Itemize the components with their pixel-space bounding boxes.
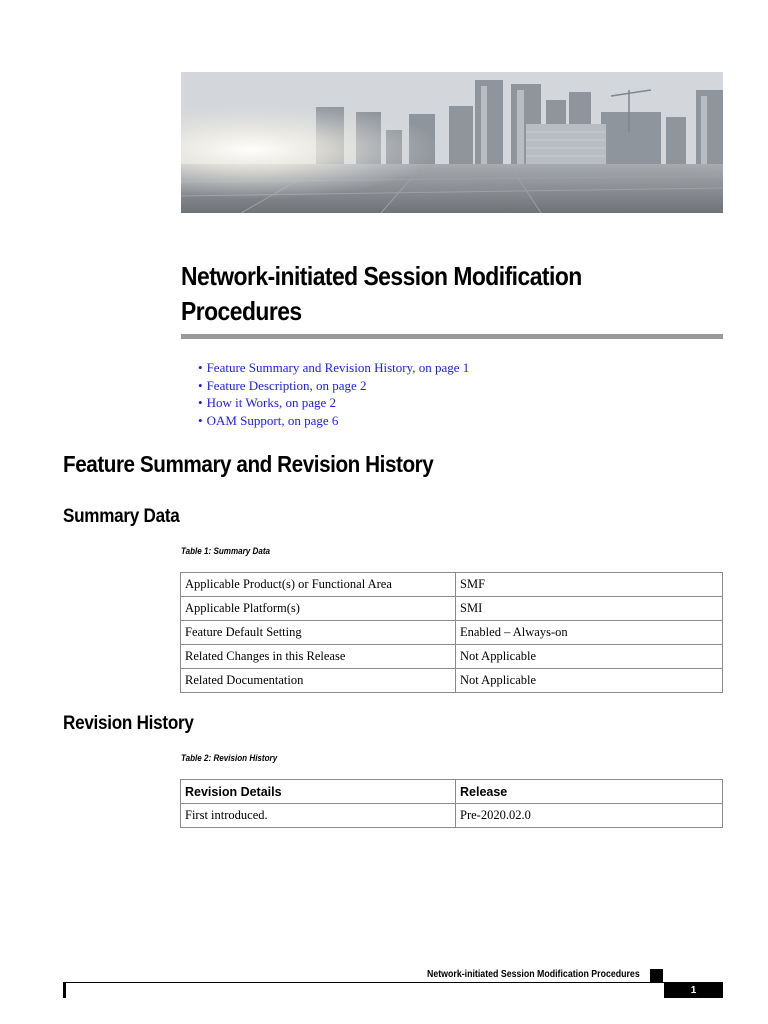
table-cell: Related Documentation	[181, 669, 456, 693]
footer-rule	[63, 982, 723, 983]
section-heading: Feature Summary and Revision History	[63, 451, 434, 477]
table-cell: SMF	[456, 573, 723, 597]
toc-bullet: •	[198, 395, 203, 411]
toc-link-oam-support[interactable]: OAM Support, on page 6	[206, 412, 339, 428]
table-cell: Applicable Product(s) or Functional Area	[181, 573, 456, 597]
summary-data-table	[180, 572, 723, 693]
table-cell: Enabled – Always-on	[456, 621, 723, 645]
footer-chapter-title: Network-initiated Session Modification Procedures	[427, 969, 640, 980]
table-cell: SMI	[456, 597, 723, 621]
toc-item	[198, 412, 469, 430]
table-cell: Pre-2020.02.0	[456, 804, 723, 828]
table-row	[181, 669, 723, 693]
table-row	[181, 804, 723, 828]
toc-bullet: •	[198, 377, 203, 393]
toc-link-feature-description[interactable]: Feature Description, on page 2	[206, 377, 367, 393]
toc-item	[198, 394, 469, 412]
title-divider	[181, 334, 723, 339]
table-cell: Feature Default Setting	[181, 621, 456, 645]
table-row	[181, 573, 723, 597]
table-cell: Not Applicable	[456, 645, 723, 669]
footer-left-tick	[63, 983, 66, 998]
revision-history-table	[180, 779, 723, 828]
table-header-row	[181, 780, 723, 804]
table-cell: First introduced.	[181, 804, 456, 828]
table-row	[181, 621, 723, 645]
revision-table-caption: Table 2: Revision History	[181, 753, 278, 764]
table-row	[181, 597, 723, 621]
summary-table-caption: Table 1: Summary Data	[181, 546, 271, 557]
column-header-revision-details: Revision Details	[181, 780, 456, 804]
toc-item	[198, 359, 469, 377]
table-cell: Related Changes in this Release	[181, 645, 456, 669]
footer-marker	[650, 969, 663, 982]
chapter-title-line-1: Network-initiated Session Modification	[181, 261, 582, 291]
page-number: 1	[664, 983, 723, 998]
toc-item	[198, 377, 469, 395]
toc-bullet: •	[198, 360, 203, 375]
toc-bullet: •	[198, 412, 203, 428]
table-row	[181, 645, 723, 669]
toc-link-feature-summary[interactable]: Feature Summary and Revision History, on page 1	[206, 360, 470, 375]
chapter-toc	[198, 359, 469, 429]
column-header-release: Release	[456, 780, 723, 804]
revision-history-heading: Revision History	[63, 713, 194, 734]
chapter-title-line-2: Procedures	[181, 296, 302, 326]
table-cell: Applicable Platform(s)	[181, 597, 456, 621]
summary-data-heading: Summary Data	[63, 506, 180, 527]
table-cell: Not Applicable	[456, 669, 723, 693]
toc-link-how-it-works[interactable]: How it Works, on page 2	[206, 395, 336, 411]
chapter-title	[181, 259, 658, 329]
chapter-banner-image	[181, 72, 723, 213]
